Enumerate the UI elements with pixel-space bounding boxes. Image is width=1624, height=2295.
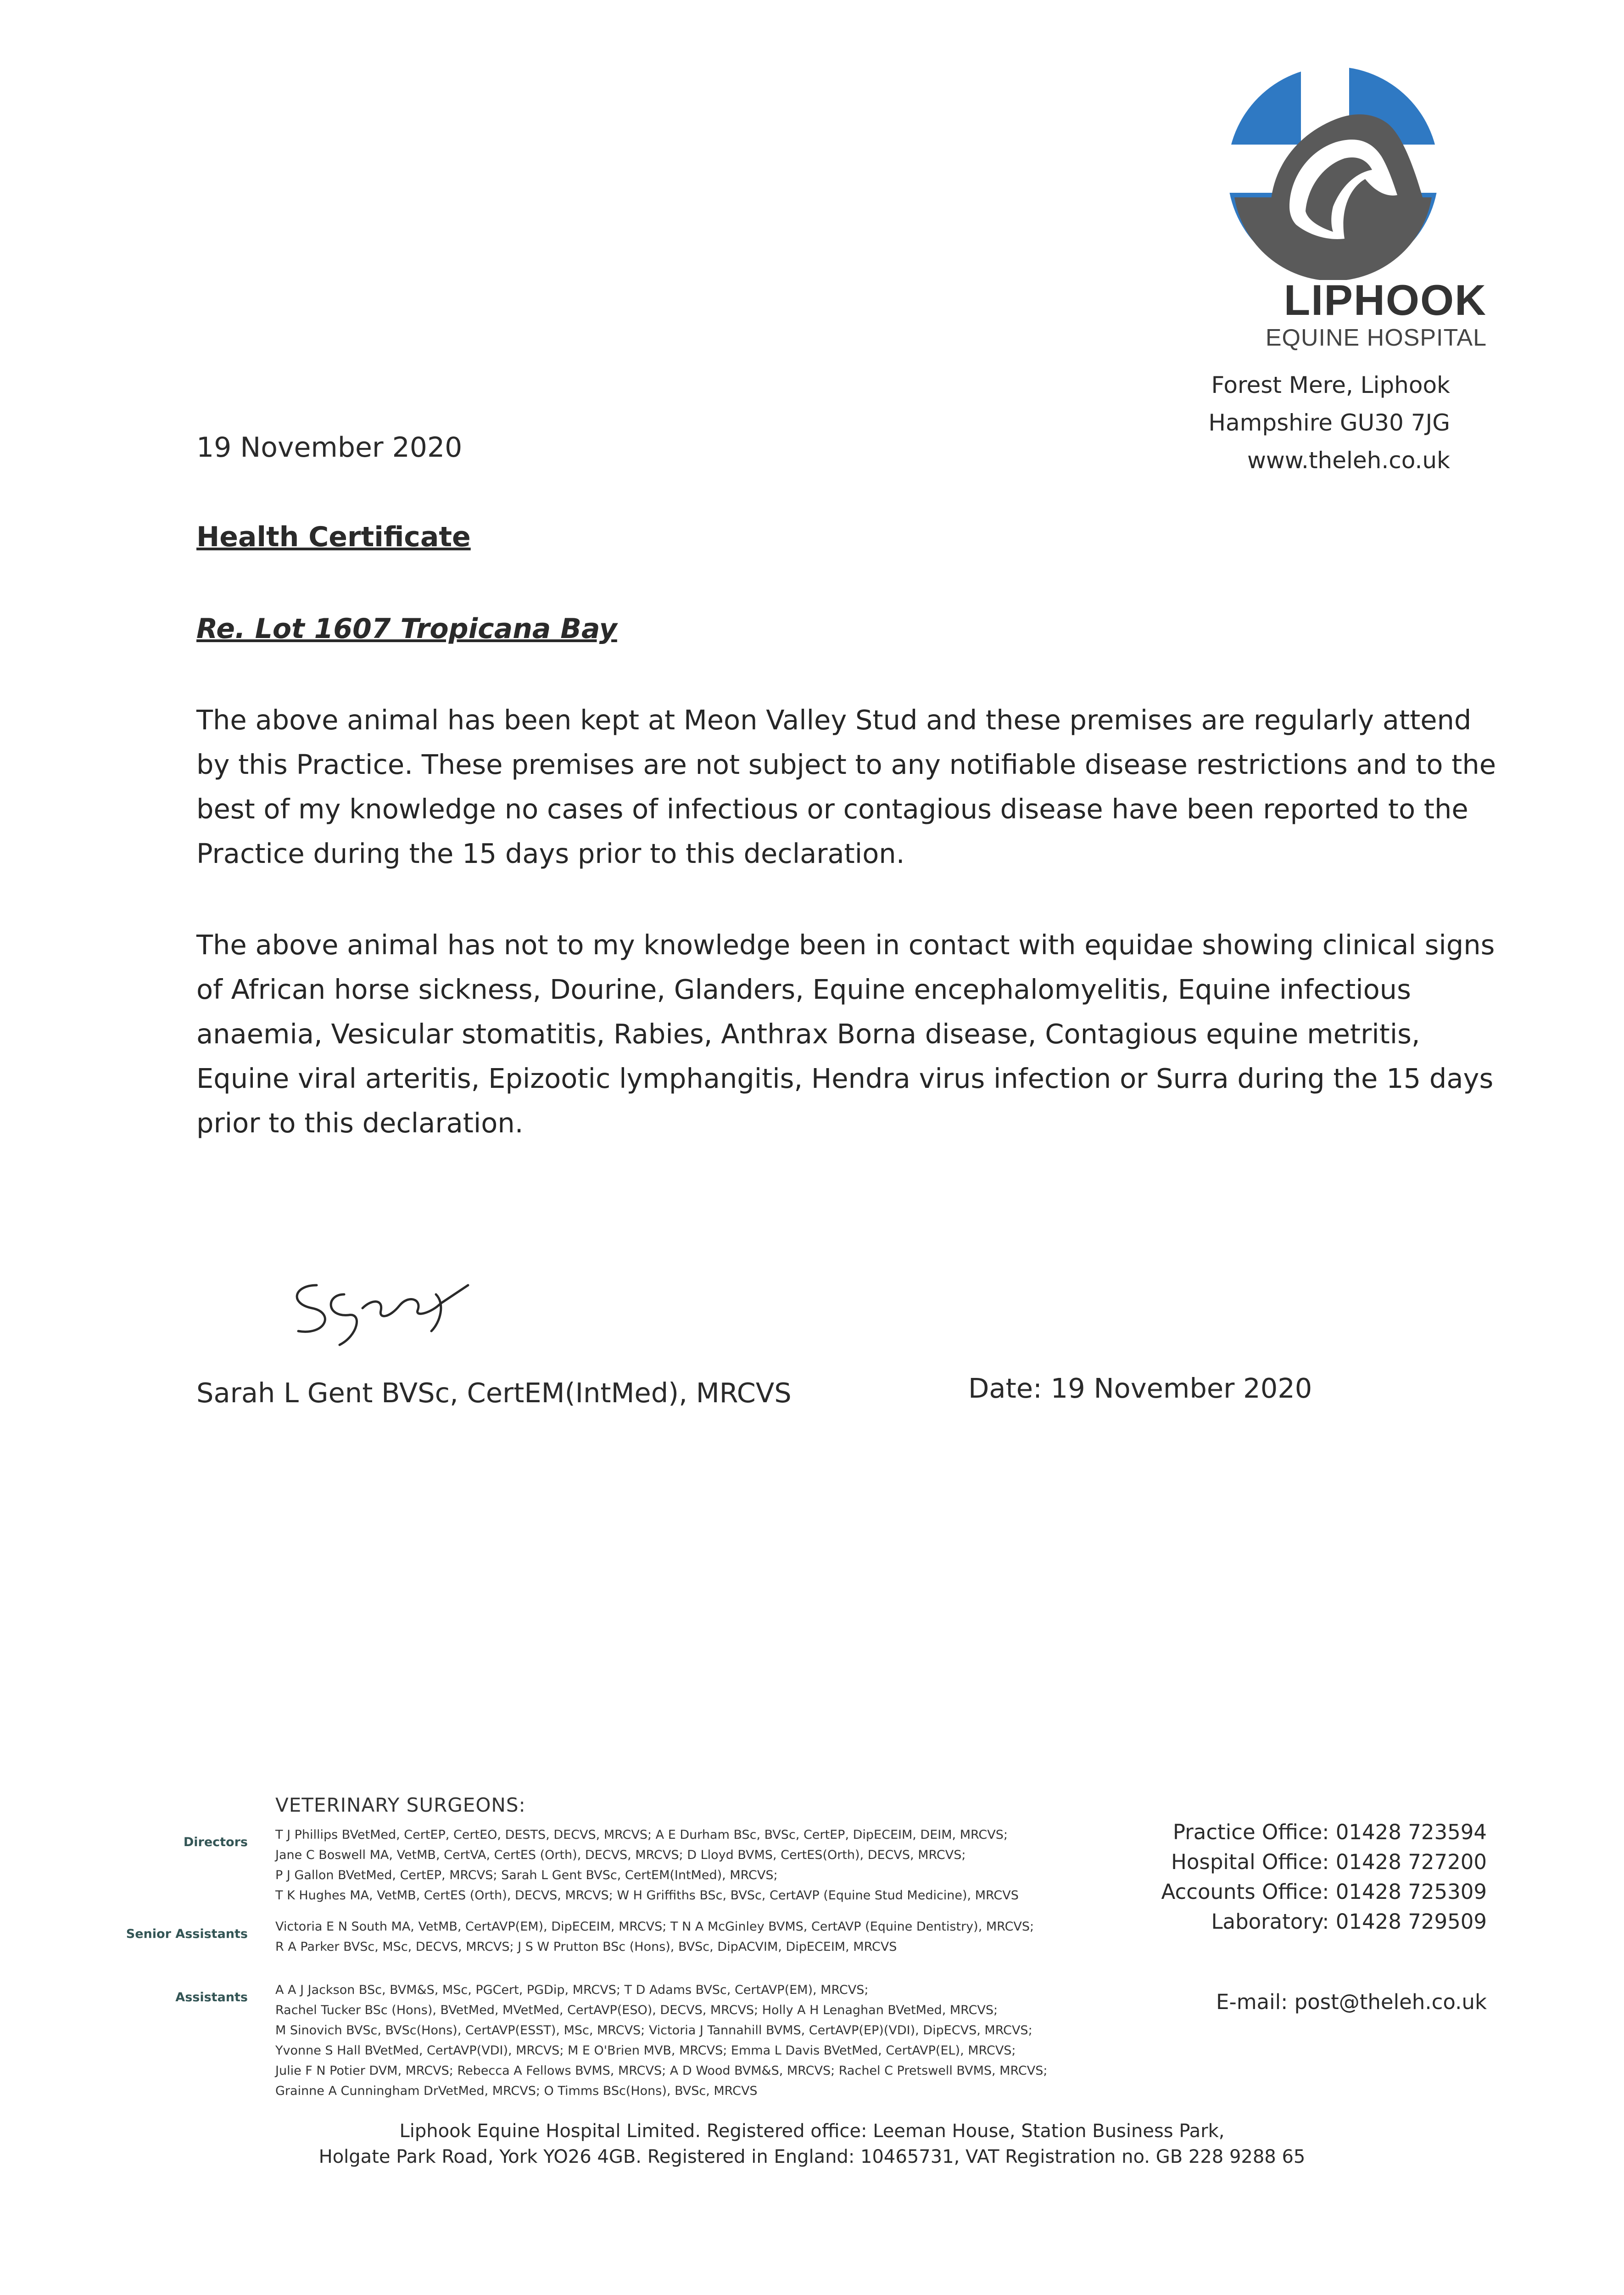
directors-line: P J Gallon BVetMed, CertEP, MRCVS; Sarah L Gent BVSc, CertEM(IntMed), MRCVS;	[275, 1868, 778, 1882]
liphook-horse-logo	[1221, 60, 1445, 280]
paragraph-2-line: prior to this declaration.	[196, 1107, 524, 1139]
brand-name: LIPHOOK	[1284, 276, 1487, 324]
veterinary-surgeons-title: VETERINARY SURGEONS:	[275, 1794, 526, 1816]
directors-line: T J Phillips BVetMed, CertEP, CertEO, DESTS, DECVS, MRCVS; A E Durham BSc, BVSc, CertEP, DipECEIM, DEIM, MRCVS;	[275, 1828, 1008, 1842]
assistants-line: M Sinovich BVSc, BVSc(Hons), CertAVP(ESST), MSc, MRCVS; Victoria J Tannahill BVMS, CertAVP(EP)(VDI), DipECVS, MRCVS;	[275, 2023, 1032, 2038]
registration-line-2: Holgate Park Road, York YO26 4GB. Registered in England: 10465731, VAT Registration no. GB 228 9288 65	[318, 2146, 1306, 2167]
paragraph-1-line: The above animal has been kept at Meon Valley Stud and these premises are regularly attend	[196, 704, 1472, 736]
directors-label: Directors	[183, 1835, 248, 1849]
website-link[interactable]: www.theleh.co.uk	[1247, 447, 1450, 474]
phone-laboratory: Laboratory: 01428 729509	[1211, 1909, 1487, 1934]
senior-assistants-line: Victoria E N South MA, VetMB, CertAVP(EM), DipECEIM, MRCVS; T N A McGinley BVMS, CertAVP (Equine Dentistry), MRCVS;	[275, 1920, 1034, 1934]
brand-subtitle: EQUINE HOSPITAL	[1265, 325, 1487, 351]
handwritten-signature	[285, 1267, 496, 1349]
signature-date: Date: 19 November 2020	[968, 1372, 1312, 1404]
assistants-line: Rachel Tucker BSc (Hons), BVetMed, MVetMed, CertAVP(ESO), DECVS, MRCVS; Holly A H Lenaghan BVetMed, MRCVS;	[275, 2003, 998, 2017]
address-line-1: Forest Mere, Liphook	[1211, 372, 1450, 398]
address-line-2: Hampshire GU30 7JG	[1208, 409, 1450, 436]
re-line: Re. Lot 1607 Tropicana Bay	[196, 613, 617, 645]
phone-hospital-office: Hospital Office: 01428 727200	[1171, 1850, 1487, 1874]
senior-assistants-line: R A Parker BVSc, MSc, DECVS, MRCVS; J S W Prutton BSc (Hons), BVSc, DipACVIM, DipECEIM, MRCVS	[275, 1940, 897, 1954]
assistants-line: Julie F N Potier DVM, MRCVS; Rebecca A Fellows BVMS, MRCVS; A D Wood BVM&S, MRCVS; Rachel C Pretswell BVMS, MRCVS;	[275, 2064, 1048, 2078]
directors-line: Jane C Boswell MA, VetMB, CertVA, CertES (Orth), DECVS, MRCVS; D Lloyd BVMS, CertES(Orth), DECVS, MRCVS;	[275, 1848, 966, 1862]
phone-practice-office: Practice Office: 01428 723594	[1172, 1820, 1487, 1844]
senior-assistants-label: Senior Assistants	[126, 1927, 248, 1941]
paragraph-2	[196, 923, 1495, 1145]
phone-accounts-office: Accounts Office: 01428 725309	[1161, 1880, 1487, 1904]
assistants-line: Grainne A Cunningham DrVetMed, MRCVS; O Timms BSc(Hons), BVSc, MRCVS	[275, 2084, 758, 2098]
email-link[interactable]: E-mail: post@theleh.co.uk	[1216, 1990, 1487, 2014]
paragraph-2-line: of African horse sickness, Dourine, Glanders, Equine encephalomyelitis, Equine infectious	[196, 974, 1411, 1005]
document-heading: Health Certificate	[196, 521, 471, 553]
assistants-line: A A J Jackson BSc, BVM&S, MSc, PGCert, PGDip, MRCVS; T D Adams BVSc, CertAVP(EM), MRCVS;	[275, 1983, 869, 1997]
registration-line-1: Liphook Equine Hospital Limited. Registered office: Leeman House, Station Business Park,	[399, 2121, 1225, 2142]
assistants-label: Assistants	[175, 1990, 248, 2004]
letter-date: 19 November 2020	[196, 431, 463, 464]
directors-line: T K Hughes MA, VetMB, CertES (Orth), DECVS, MRCVS; W H Griffiths BSc, BVSc, CertAVP (Equine Stud Medicine), MRCVS	[275, 1888, 1019, 1903]
paragraph-1-line: best of my knowledge no cases of infectious or contagious disease have been reported to the	[196, 793, 1468, 825]
paragraph-2-line: Equine viral arteritis, Epizootic lymphangitis, Hendra virus infection or Surra during the 15 days	[196, 1063, 1494, 1094]
paragraph-1	[196, 698, 1496, 876]
paragraph-1-line: Practice during the 15 days prior to this declaration.	[196, 838, 905, 869]
paragraph-2-line: anaemia, Vesicular stomatitis, Rabies, Anthrax Borna disease, Contagious equine metritis,	[196, 1018, 1420, 1050]
paragraph-1-line: by this Practice. These premises are not subject to any notifiable disease restrictions and to the	[196, 749, 1496, 780]
paragraph-2-line: The above animal has not to my knowledge been in contact with equidae showing clinical signs	[196, 929, 1495, 961]
assistants-line: Yvonne S Hall BVetMed, CertAVP(VDI), MRCVS; M E O'Brien MVB, MRCVS; Emma L Davis BVetMed, CertAVP(EL), MRCVS;	[275, 2043, 1016, 2058]
signatory-name: Sarah L Gent BVSc, CertEM(IntMed), MRCVS	[196, 1377, 792, 1409]
